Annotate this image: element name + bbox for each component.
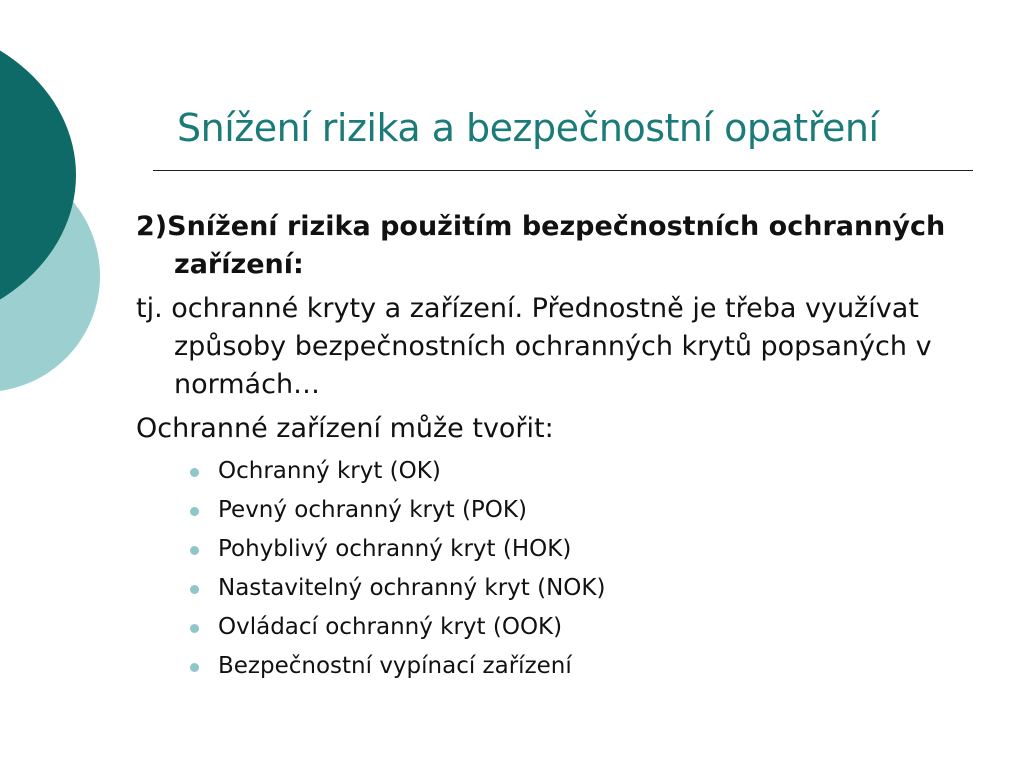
bullet-item: [188, 491, 996, 530]
bullet-item: [188, 452, 996, 491]
bullet-list: [136, 452, 996, 686]
description-paragraph: tj. ochranné kryty a zařízení. Přednostně je třeba využívat způsoby bezpečnostních ochranných krytů popsaných v normách…: [136, 293, 932, 400]
bullet-dot-icon: [190, 546, 199, 555]
bullet-text: Ovládací ochranný kryt (OOK): [218, 614, 563, 640]
bullet-dot-icon: [190, 507, 199, 516]
slide-body: [136, 208, 996, 686]
bullet-text: Ochranný kryt (OK): [218, 458, 441, 484]
section-heading: 2)Snížení rizika použitím bezpečnostních ochranných zařízení:: [136, 211, 946, 280]
title-divider: [153, 170, 973, 171]
bullet-text: Pohyblivý ochranný kryt (HOK): [218, 536, 572, 562]
bullet-text: Nastavitelný ochranný kryt (NOK): [218, 575, 606, 601]
bullet-text: Pevný ochranný kryt (POK): [218, 497, 527, 523]
list-intro: Ochranné zařízení může tvořit:: [136, 413, 554, 444]
bullet-dot-icon: [190, 663, 199, 672]
bullet-item: [188, 608, 996, 647]
bullet-dot-icon: [190, 585, 199, 594]
bullet-text: Bezpečnostní vypínací zařízení: [218, 653, 572, 679]
slide-title: Snížení rizika a bezpečnostní opatření: [177, 106, 879, 150]
bullet-item: [188, 530, 996, 569]
bullet-dot-icon: [190, 468, 199, 477]
bullet-item: [188, 569, 996, 608]
bullet-item: [188, 647, 996, 686]
bullet-dot-icon: [190, 624, 199, 633]
